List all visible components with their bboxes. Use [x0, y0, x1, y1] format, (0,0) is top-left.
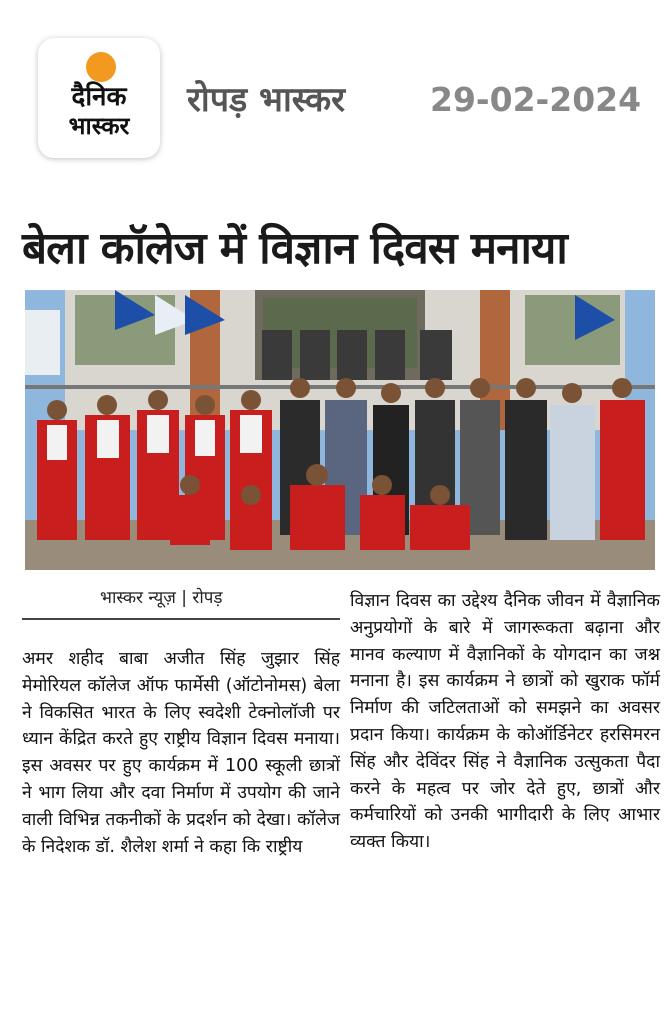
newspaper-header	[0, 0, 666, 190]
article-column-left	[22, 646, 340, 860]
group-photo	[25, 290, 655, 570]
article-byline: भास्कर न्यूज़ | रोपड़	[100, 588, 223, 608]
right-column-text: विज्ञान दिवस का उद्देश्य दैनिक जीवन में वैज्ञानिक अनुप्रयोगों के बारे में जागरूकता बढ़ाना और मानव कल्याण में वैज्ञानिकों के योगदान का जश्न मनाना है। इस कार्यक्रम ने छात्रों को खुराक फॉर्म निर्माण की जटिलताओं को समझने का अवसर प्रदान किया। कार्यक्रम के कोऑर्डिनेटर हरसिमरन सिंह और देविंदर सिंह ने वैज्ञानिक उत्सुकता पैदा करने के महत्व पर जोर देते हुए, छात्रों और कर्मचारियों को उनकी भागीदारी के लिए आभार व्यक्त किया।	[350, 591, 660, 853]
sun-icon	[86, 52, 116, 82]
edition-name: रोपड़ भास्कर	[187, 80, 346, 120]
article-headline: बेला कॉलेज में विज्ञान दिवस मनाया	[22, 223, 567, 274]
dainik-bhaskar-logo	[38, 38, 160, 158]
publication-date: 29-02-2024	[430, 80, 642, 119]
logo-text-line1: दैनिक	[71, 82, 127, 112]
left-column-text: अमर शहीद बाबा अजीत सिंह जुझार सिंह मेमोरियल कॉलेज ऑफ फार्मेसी (ऑटोनोमस) बेला ने विकसित भारत के लिए स्वदेशी टेक्नोलॉजी पर ध्यान केंद्रित करते हुए राष्ट्रीय विज्ञान दिवस मनाया। इस अवसर पर हुए कार्यक्रम में 100 स्कूली छात्रों ने भाग लिया और दवा निर्माण में उपयोग की जाने वाली विभिन्न तकनीकों के प्रदर्शन को देखा। कॉलेज के निदेशक डॉ. शैलेश शर्मा ने कहा कि राष्ट्रीय	[22, 649, 340, 857]
column-divider	[22, 618, 340, 620]
article-column-right	[350, 588, 660, 856]
logo-text-line2: भास्कर	[68, 112, 130, 140]
